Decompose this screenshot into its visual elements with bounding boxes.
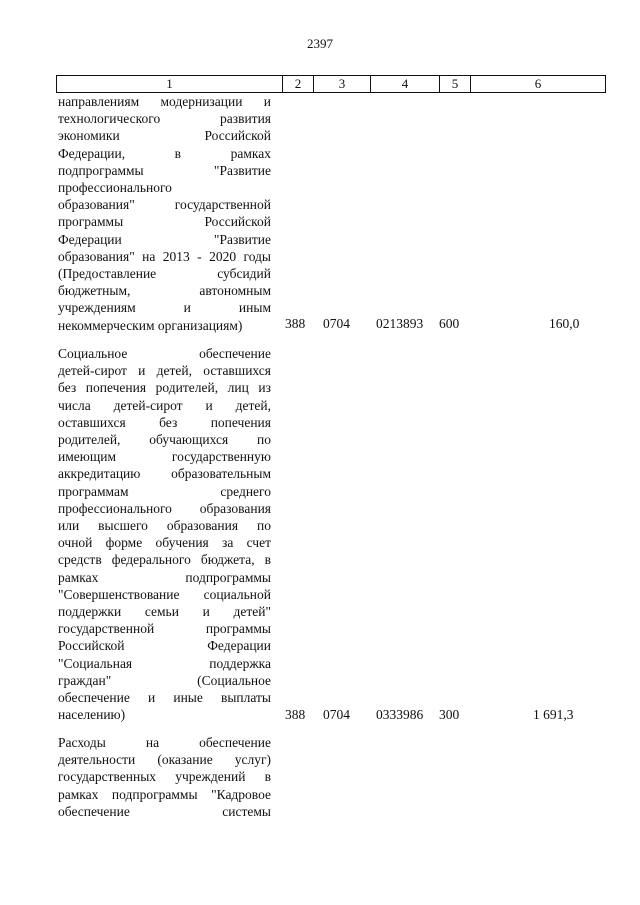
description-line: программам среднего [58,483,271,499]
description-line: рамках подпрограммы "Кадровое [58,786,271,802]
cell-col-3: 0704 [323,316,350,331]
description-line: технологического развития [58,111,271,127]
cell-col-2: 388 [285,707,306,722]
row-description [58,345,271,723]
description-line: оставшихся без попечения [58,414,271,430]
description-line: очной форме обучения за счет [58,535,271,551]
page-number: 2397 [307,36,333,51]
cell-col-6: 1 691,3 [533,707,574,722]
description-line: деятельности (оказание услуг) [58,752,271,768]
description-line: Российской Федерации [58,638,271,654]
header-col-4: 4 [371,76,440,92]
row-description [58,734,271,820]
description-line: "Совершенствование социальной [58,586,271,602]
description-line: некоммерческим организациям) [58,317,243,333]
header-col-5: 5 [440,76,471,92]
description-line: аккредитацию образовательным [58,466,271,482]
description-line: обеспечение и иные выплаты [58,690,271,706]
description-line: учреждениям и иным [58,300,271,316]
description-line: "Социальная поддержка [58,655,271,671]
description-line: профессионального образования [58,500,271,516]
description-line: государственных учреждений в [58,769,271,785]
cell-col-5: 600 [439,316,460,331]
description-line: направлениям модернизации и [58,94,271,109]
description-line: числа детей-сирот и детей, [58,397,271,413]
table-row [58,93,618,334]
table-row [58,734,618,820]
header-col-6: 6 [534,76,542,91]
description-line: населению) [58,707,126,723]
description-line: детей-сирот и детей, оставшихся [58,363,271,379]
description-line: рамках подпрограммы [58,569,271,585]
cell-col-4: 0213893 [376,316,424,331]
description-line: программы Российской [58,214,271,230]
cell-col-6: 160,0 [549,316,580,331]
cell-col-4: 0333986 [376,707,424,722]
description-line: родителей, обучающихся по [58,432,271,448]
table-header [56,75,606,93]
description-line: профессионального [58,180,172,196]
description-line: граждан" (Социальное [58,672,271,688]
description-line: подпрограммы "Развитие [58,162,271,178]
description-line: Расходы на обеспечение [58,735,271,750]
description-line: (Предоставление субсидий [58,266,271,282]
description-line: без попечения родителей, лиц из [58,380,271,396]
row-description [58,93,271,334]
description-line: образования" на 2013 - 2020 годы [58,248,271,264]
header-col-3: 3 [314,76,371,92]
description-line: государственной программы [58,621,271,637]
description-line: Социальное обеспечение [58,346,271,361]
description-line: имеющим государственную [58,449,271,465]
description-line: средств федерального бюджета, в [58,552,271,568]
description-line: Федерации "Развитие [58,231,271,247]
cell-col-2: 388 [285,316,306,331]
cell-col-3: 0704 [323,707,350,722]
description-line: бюджетным, автономным [58,283,271,299]
description-line: Федерации, в рамках [58,145,271,161]
cell-col-5: 300 [439,707,460,722]
description-line: экономики Российской [58,128,271,144]
description-line: обеспечение системы [58,803,271,819]
header-col-2: 2 [283,76,314,92]
table-row [58,345,618,723]
description-line: поддержки семьи и детей" [58,604,271,620]
description-line: или высшего образования по [58,518,271,534]
header-col-1: 1 [57,76,283,92]
description-line: образования" государственной [58,197,271,213]
